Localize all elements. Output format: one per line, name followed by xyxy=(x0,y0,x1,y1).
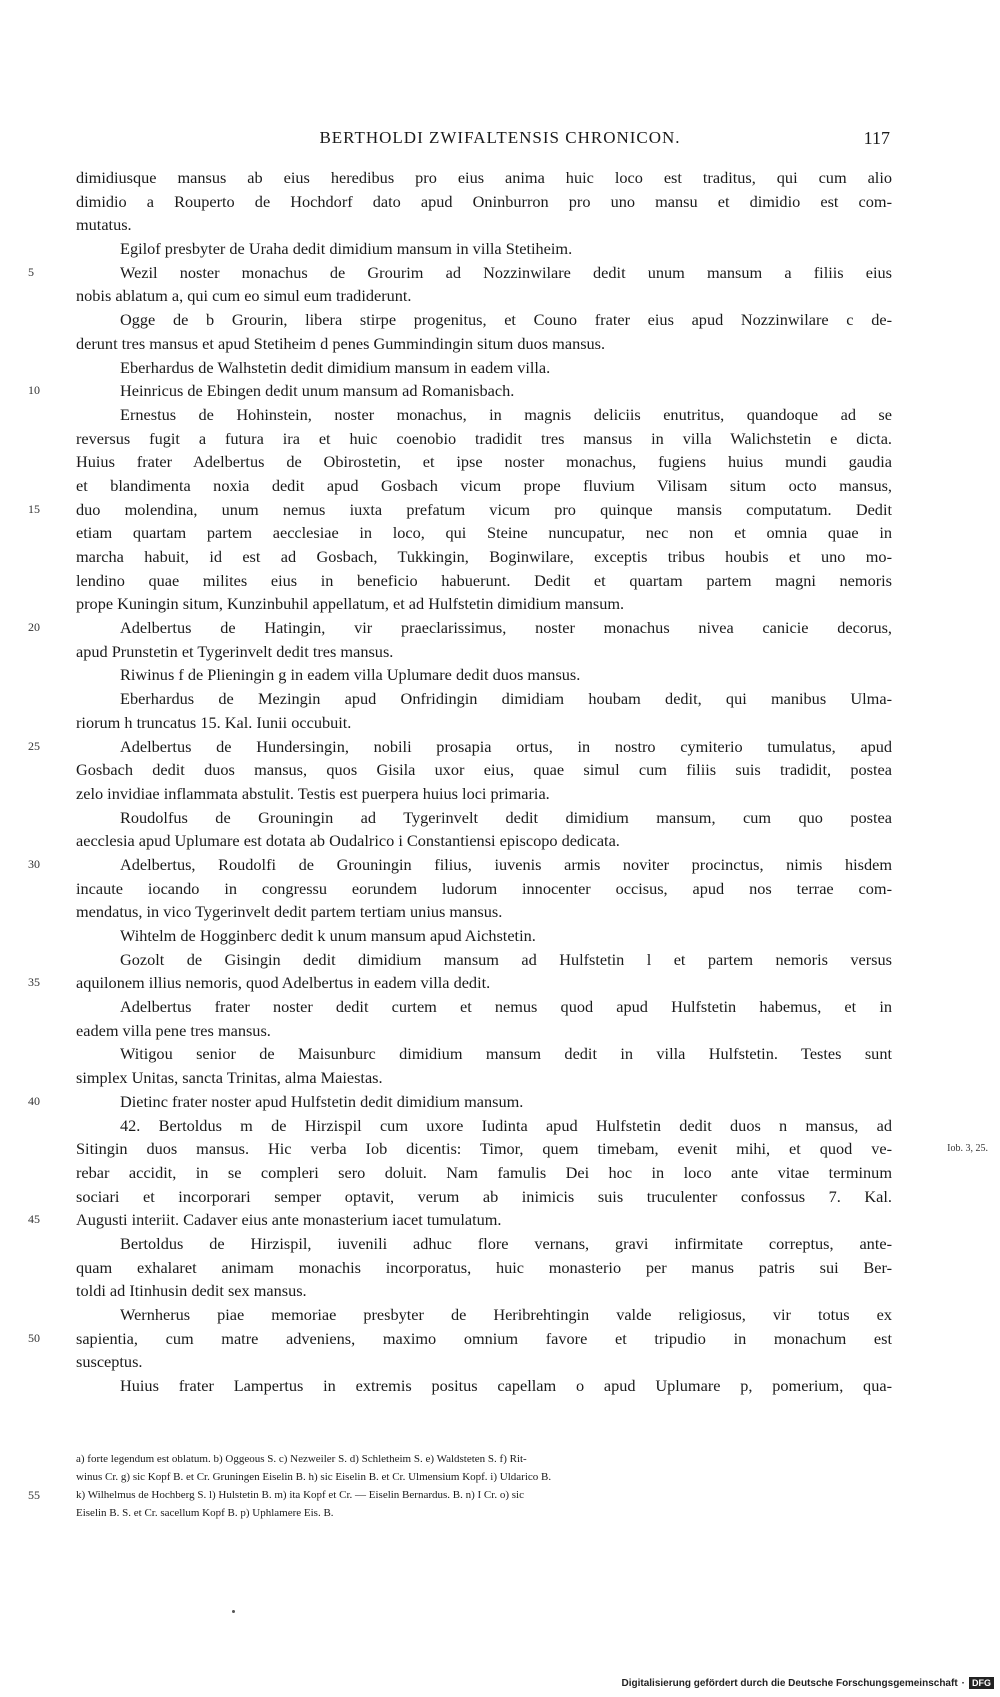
line-number: 35 xyxy=(28,975,40,990)
text-line xyxy=(76,663,892,687)
text-line xyxy=(76,711,892,735)
line-text: rebar accidit, in se compleri sero doluit. Nam famulis Dei hoc in loco ante vitae terminum xyxy=(76,1162,892,1182)
line-text: simplex Unitas, sancta Trinitas, alma Maiestas. xyxy=(76,1068,383,1088)
line-text: riorum h truncatus 15. Kal. Iunii occubuit. xyxy=(76,712,352,732)
line-text: eadem villa pene tres mansus. xyxy=(76,1020,271,1040)
text-line xyxy=(76,1256,892,1280)
line-text: Sitingin duos mansus. Hic verba Iob dicentis: Timor, quem timebam, evenit mihi, et quod ve- xyxy=(76,1139,892,1159)
footnote-text: winus Cr. g) sic Kopf B. et Cr. Gruningen Eiselin B. h) sic Eiselin B. et Cr. Ulmensium Kopf. i) Uldarico B. xyxy=(76,1471,552,1483)
text-line xyxy=(76,545,892,569)
text-line xyxy=(76,308,892,332)
line-text: prope Kuningin situm, Kunzinbuhil appellatum, et ad Hulfstetin dimidium mansum. xyxy=(76,594,625,614)
line-text: Huius frater Lampertus in extremis positus capellam o apud Uplumare p, pomerium, qua- xyxy=(120,1376,892,1396)
line-number: 55 xyxy=(28,1488,40,1502)
line-text: Gozolt de Gisingin dedit dimidium mansum ad Hulfstetin l et partem nemoris versus xyxy=(120,949,892,969)
footer-text: Digitalisierung gefördert durch die Deutsche Forschungsgemeinschaft xyxy=(621,1677,958,1689)
line-text: et blandimenta noxia dedit apud Gosbach vicum prope fluvium Vilisam situm octo mansus, xyxy=(76,475,892,495)
line-text: Adelbertus de Hundersingin, nobili prosapia ortus, in nostro cymiterio tumulatus, apud xyxy=(120,736,892,756)
footnote-text: k) Wilhelmus de Hochberg S. l) Hulstetin B. m) ita Kopf et Cr. — Eiselin Bernardus. B. n) I Cr. o) sic xyxy=(76,1489,524,1501)
line-number: 30 xyxy=(28,856,40,871)
footer-credit: Digitalisierung gefördert durch die Deutsche Forschungsgemeinschaft · DFG xyxy=(621,1677,994,1689)
text-line xyxy=(28,261,892,285)
page-header xyxy=(0,128,1000,158)
text-line xyxy=(76,592,892,616)
line-text: sociari et incorporari semper optavit, verum ab inimicis suis truculenter confossus 7. Kal. xyxy=(76,1186,892,1206)
footnote-line xyxy=(76,1504,892,1522)
line-text: zelo invidiae inflammata abstulit. Testis est puerpera huius loci primaria. xyxy=(76,783,550,803)
text-line xyxy=(76,1161,892,1185)
line-text: Ogge de b Grourin, libera stirpe progenitus, et Couno frater eius apud Nozzinwilare c de- xyxy=(120,310,892,330)
line-text: aquilonem illius nemoris, quod Adelbertus in eadem villa dedit. xyxy=(76,973,491,993)
text-line xyxy=(76,948,892,972)
line-text: Wihtelm de Hogginberc dedit k unum mansum apud Aichstetin. xyxy=(120,926,536,945)
text-line xyxy=(76,1350,892,1374)
text-line xyxy=(76,427,892,451)
line-text: reversus fugit a futura ira et huic coenobio tradidit tres mansus in villa Walichstetin e dicta. xyxy=(76,428,892,448)
line-text: etiam quartam partem aecclesiae in loco, qui Steine nuncupatur, nec non et omnia quae in xyxy=(76,523,892,543)
line-number: 5 xyxy=(28,264,34,279)
text-line xyxy=(76,1066,892,1090)
text-line xyxy=(76,758,892,782)
line-text: Gosbach dedit duos mansus, quos Gisila uxor eius, quae simul cum filiis suis tradidit, postea xyxy=(76,760,892,780)
text-line xyxy=(28,379,892,403)
line-number: 50 xyxy=(28,1330,40,1345)
line-text: Wernherus piae memoriae presbyter de Heribrehtingin valde religiosus, vir totus ex xyxy=(120,1305,892,1324)
line-text: nobis ablatum a, qui cum eo simul eum tradiderunt. xyxy=(76,286,412,306)
line-number: 40 xyxy=(28,1093,40,1108)
text-line xyxy=(28,616,892,640)
line-text: Dietinc frater noster apud Hulfstetin dedit dimidium mansum. xyxy=(120,1091,524,1111)
text-line xyxy=(76,450,892,474)
line-number: 15 xyxy=(28,501,40,516)
text-line xyxy=(76,166,892,190)
text-line xyxy=(76,213,892,237)
text-line xyxy=(76,1185,892,1209)
line-text: Adelbertus de Hatingin, vir praeclarissimus, noster monachus nivea canicie decorus, xyxy=(120,618,892,638)
text-line xyxy=(28,971,892,995)
text-line xyxy=(76,474,892,498)
line-text: Adelbertus frater noster dedit curtem et nemus quod apud Hulfstetin habemus, et in xyxy=(120,997,892,1017)
text-line xyxy=(76,403,892,427)
line-text: quam exhalaret animam monachis incorporatus, huic monasterio per manus patris sui Ber- xyxy=(76,1257,892,1277)
footnote-text: Eiselin B. S. et Cr. sacellum Kopf B. p) Uphlamere Eis. B. xyxy=(76,1507,334,1519)
dfg-logo: DFG xyxy=(969,1677,994,1689)
running-title: BERTHOLDI ZWIFALTENSIS CHRONICON. xyxy=(319,128,681,147)
line-number: 10 xyxy=(28,383,40,398)
line-text: mendatus, in vico Tygerinvelt dedit partem tertiam unius mansus. xyxy=(76,902,503,922)
text-line xyxy=(76,1114,892,1138)
text-line xyxy=(28,1090,892,1114)
text-line xyxy=(76,1137,988,1161)
footnote-line xyxy=(76,1450,892,1468)
line-text: Adelbertus, Roudolfi de Grouningin filius, iuvenis armis noviter procinctus, nimis hisdem xyxy=(120,854,892,874)
footnote-line xyxy=(76,1468,892,1486)
main-text xyxy=(28,166,988,1398)
line-text: Augusti interiit. Cadaver eius ante monasterium iacet tumulatum. xyxy=(76,1210,502,1230)
text-line xyxy=(76,237,892,261)
text-line xyxy=(76,806,892,830)
text-line xyxy=(76,1019,892,1043)
text-line xyxy=(76,332,892,356)
text-line xyxy=(76,1374,892,1398)
line-text: Huius frater Adelbertus de Obirostetin, et ipse noster monachus, fugiens huius mundi gaudia xyxy=(76,452,892,472)
line-number: 45 xyxy=(28,1212,40,1227)
text-line xyxy=(76,1232,892,1256)
line-text: derunt tres mansus et apud Stetiheim d penes Gummindingin situm duos mansus. xyxy=(76,333,606,353)
text-line xyxy=(76,924,892,948)
line-text: dimidio a Rouperto de Hochdorf dato apud Oninburron pro uno mansu et dimidio est com- xyxy=(76,191,892,211)
text-line xyxy=(76,782,892,806)
text-line xyxy=(28,1208,892,1232)
line-text: Eberhardus de Walhstetin dedit dimidium mansum in eadem villa. xyxy=(120,357,551,377)
text-line xyxy=(76,900,892,924)
text-line xyxy=(28,735,892,759)
text-line xyxy=(76,687,892,711)
text-line xyxy=(28,1327,892,1351)
line-text: duo molendina, unum nemus iuxta prefatum vicum pro quinque mansis computatum. Dedit xyxy=(76,499,892,519)
text-line xyxy=(76,1042,892,1066)
line-text: incaute iocando in congressu eorundem ludorum innocenter occisus, apud nos terrae com- xyxy=(76,878,892,898)
text-line xyxy=(76,877,892,901)
footnotes xyxy=(28,1450,892,1522)
line-text: Bertoldus de Hirzispil, iuvenili adhuc flore vernans, gravi infirmitate correptus, ante- xyxy=(120,1233,892,1253)
line-text: lendino quae milites eius in beneficio habuerunt. Dedit et quartam partem magni nemoris xyxy=(76,570,892,590)
line-text: Eberhardus de Mezingin apud Onfridingin dimidiam houbam dedit, qui manibus Ulma- xyxy=(120,689,892,709)
line-text: Witigou senior de Maisunburc dimidium mansum dedit in villa Hulfstetin. Testes sunt xyxy=(120,1044,892,1064)
line-text: susceptus. xyxy=(76,1352,143,1372)
line-text: toldi ad Itinhusin dedit sex mansus. xyxy=(76,1281,307,1301)
text-line xyxy=(76,995,892,1019)
line-text: 42. Bertoldus m de Hirzispil cum uxore Iudinta apud Hulfstetin dedit duos n mansus, ad xyxy=(120,1115,892,1135)
line-text: Ernestus de Hohinstein, noster monachus, in magnis deliciis enutritus, quandoque ad se xyxy=(120,404,892,424)
line-text: dimidiusque mansus ab eius heredibus pro eius anima huic loco est traditus, qui cum alio xyxy=(76,168,892,187)
margin-reference: Iob. 3, 25. xyxy=(947,1143,988,1155)
text-line xyxy=(28,498,892,522)
line-number: 25 xyxy=(28,738,40,753)
text-line xyxy=(28,853,892,877)
line-text: sapientia, cum matre adveniens, maximo omnium favore et tripudio in monachum est xyxy=(76,1328,892,1348)
line-text: Roudolfus de Grouningin ad Tygerinvelt dedit dimidium mansum, cum quo postea xyxy=(120,807,892,827)
text-line xyxy=(76,284,892,308)
text-line xyxy=(76,640,892,664)
text-line xyxy=(76,1303,892,1327)
line-text: marcha habuit, id est ad Gosbach, Tukkingin, Boginwilare, exceptis tribus houbis et uno mo- xyxy=(76,547,892,566)
stray-mark xyxy=(232,1610,235,1613)
text-line xyxy=(76,190,892,214)
footnote-line xyxy=(28,1486,892,1504)
page-number: 117 xyxy=(863,128,890,148)
text-line xyxy=(76,521,892,545)
footnote-text: a) forte legendum est oblatum. b) Oggeous S. c) Nezweiler S. d) Schletheim S. e) Waldsteten S. f) Rit- xyxy=(76,1453,527,1465)
text-line xyxy=(76,829,892,853)
line-text: Wezil noster monachus de Grourim ad Nozzinwilare dedit unum mansum a filiis eius xyxy=(120,262,892,282)
line-number: 20 xyxy=(28,620,40,635)
text-line xyxy=(76,569,892,593)
line-text: Riwinus f de Plieningin g in eadem villa Uplumare dedit duos mansus. xyxy=(120,665,581,685)
text-line xyxy=(76,356,892,380)
line-text: mutatus. xyxy=(76,215,132,235)
line-text: aecclesia apud Uplumare est dotata ab Oudalrico i Constantiensi episcopo dedicata. xyxy=(76,831,620,851)
text-line xyxy=(76,1279,892,1303)
line-text: apud Prunstetin et Tygerinvelt dedit tres mansus. xyxy=(76,641,394,661)
line-text: Heinricus de Ebingen dedit unum mansum ad Romanisbach. xyxy=(120,381,515,401)
line-text: Egilof presbyter de Uraha dedit dimidium mansum in villa Stetiheim. xyxy=(120,239,573,259)
